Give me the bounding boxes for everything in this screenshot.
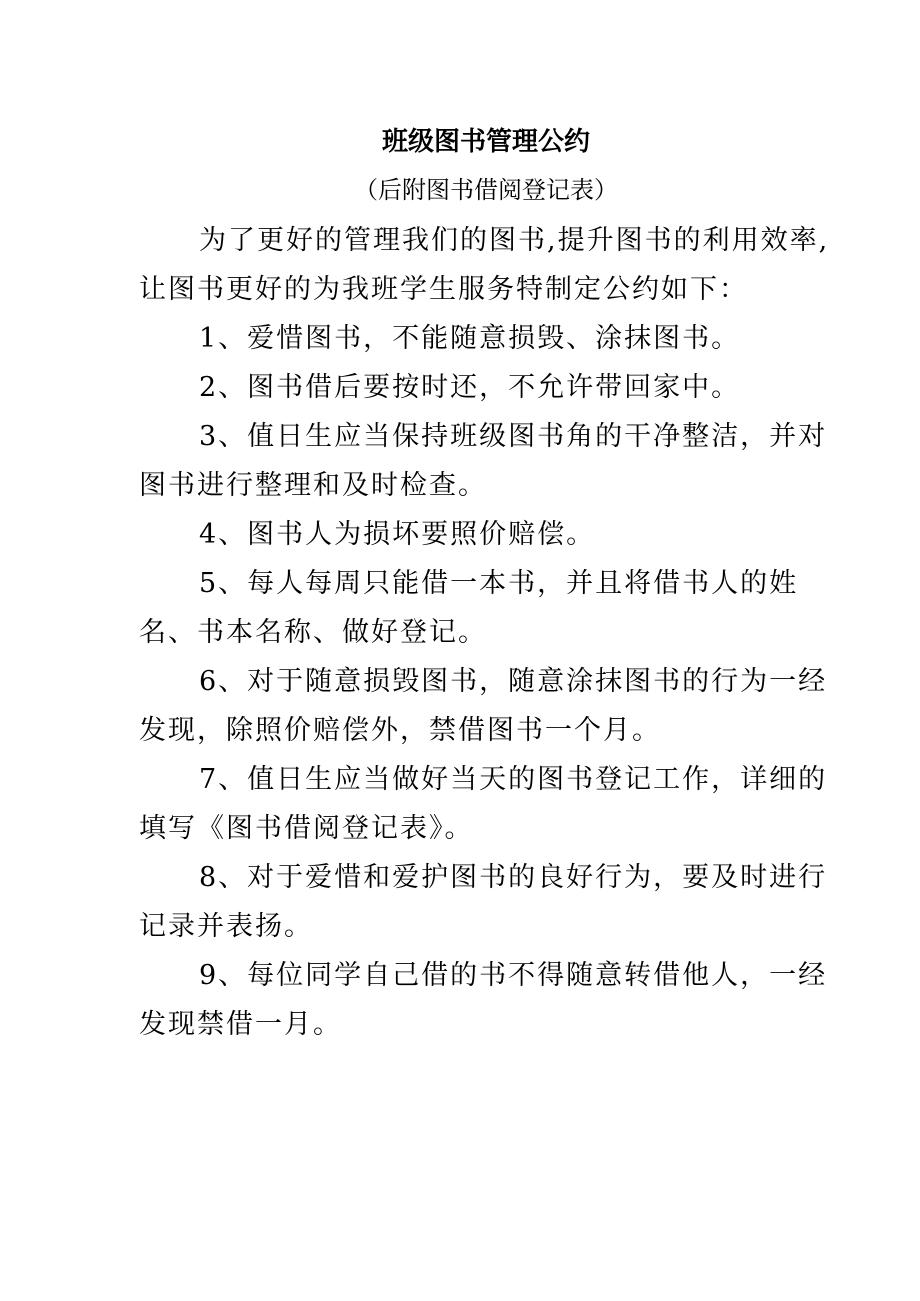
rule-item-4: 4、图书人为损坏要照价赔偿。 [199,519,596,550]
rule-item-8: 8、对于爱惜和爱护图书的良好行为，要及时进行记录并表扬。 [139,862,828,942]
rule-item-6: 6、对于随意损毁图书，随意涂抹图书的行为一经发现，除照价赔偿外，禁借图书一个月。 [139,666,828,746]
intro-paragraph: 为了更好的管理我们的图书,提升图书的利用效率,让图书更好的为我班学生服务特制定公约如下： [139,225,830,305]
document-title: 班级图书管理公约 [381,127,590,157]
rule-item-1: 1、爱惜图书，不能随意损毁、涂抹图书。 [199,323,741,354]
document-subtitle: （后附图书借阅登记表） [354,176,618,204]
rule-item-9: 9、每位同学自己借的书不得随意转借他人，一经发现禁借一月。 [139,960,828,1040]
rule-item-7: 7、值日生应当做好当天的图书登记工作，详细的填写《图书借阅登记表》。 [139,764,828,844]
rule-item-2: 2、图书借后要按时还，不允许带回家中。 [199,372,741,403]
document-body [139,216,839,1049]
rule-item-3: 3、值日生应当保持班级图书角的干净整洁，并对图书进行整理和及时检查。 [139,421,828,501]
rule-item-5: 5、每人每周只能借一本书，并且将借书人的姓名、书本名称、做好登记。 [139,568,799,648]
